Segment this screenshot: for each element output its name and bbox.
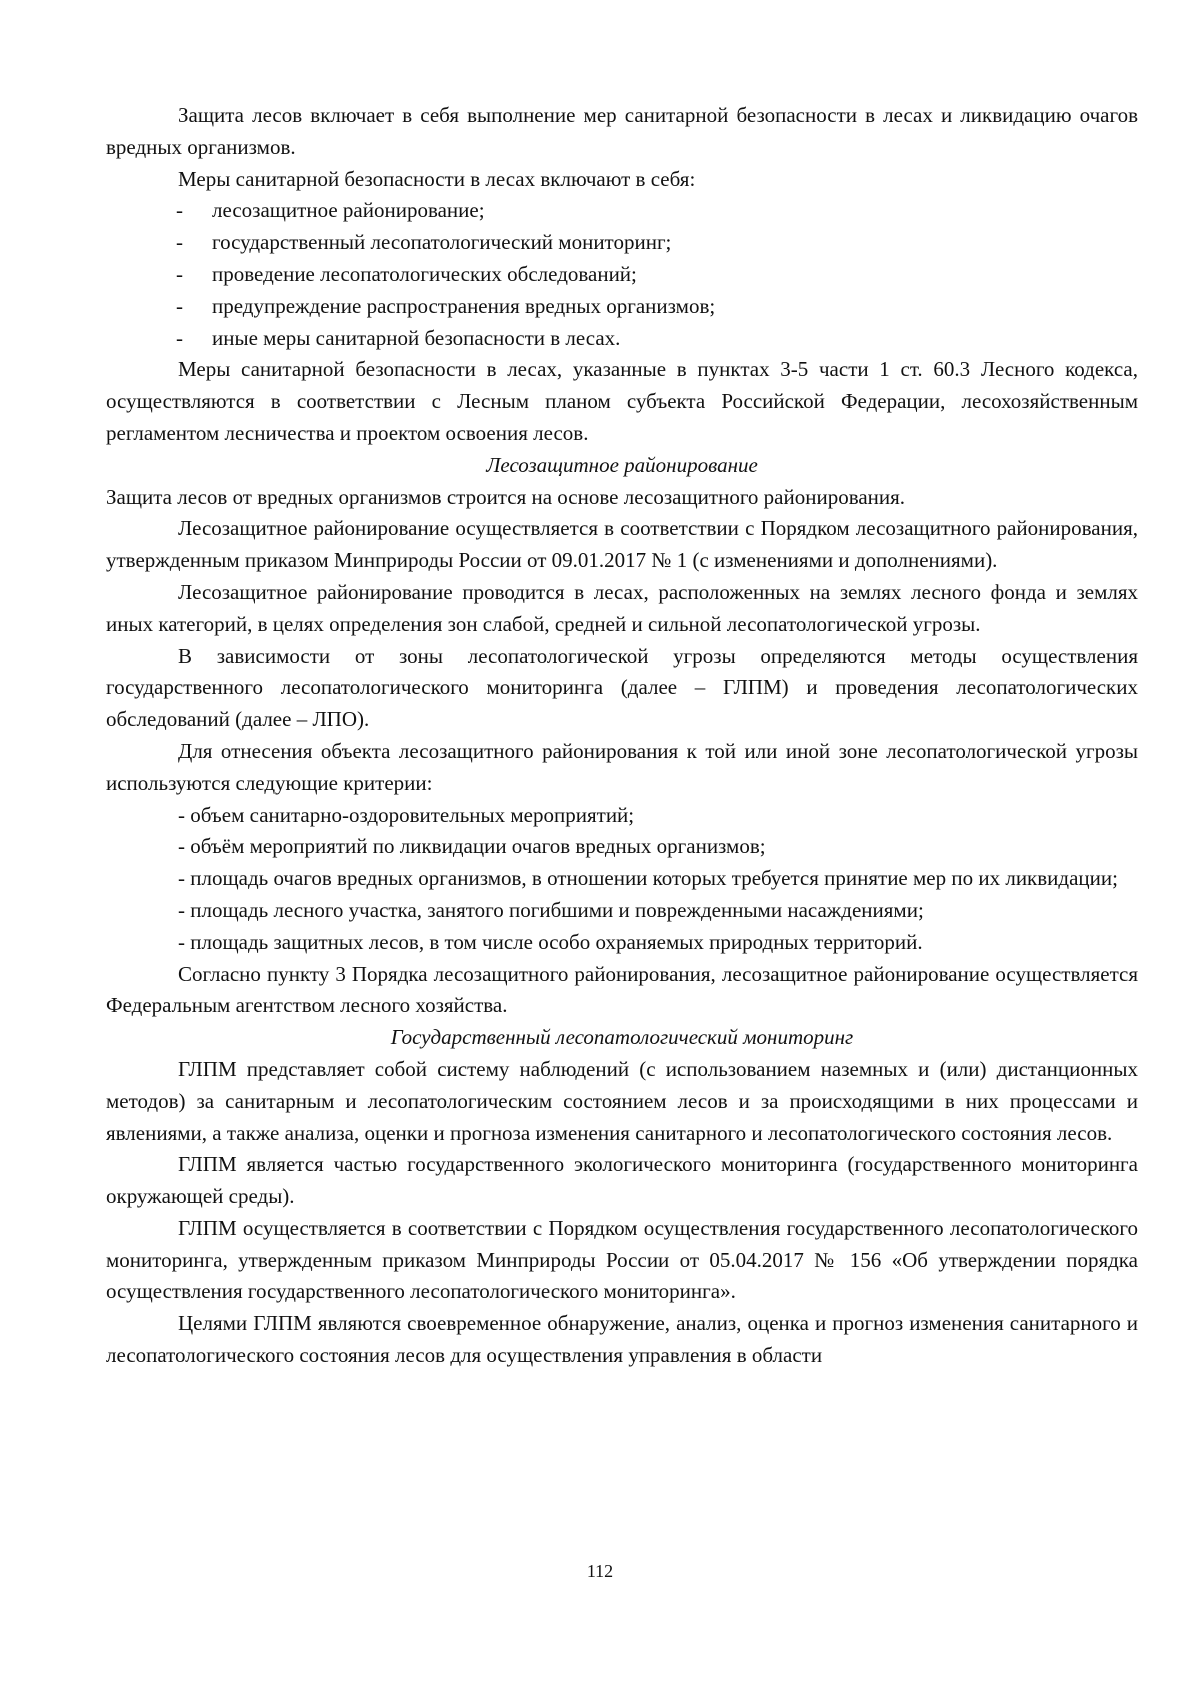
zoning-paragraph-5: Для отнесения объекта лесозащитного районирования к той или иной зоне лесопатологической угрозы используются следующие критерии: — [106, 738, 1138, 795]
list-dash: - — [176, 293, 183, 318]
section-heading-monitoring: Государственный лесопатологический мониторинг — [390, 1025, 854, 1050]
list-dash: - — [176, 325, 183, 350]
zoning-paragraph-6: Согласно пункту 3 Порядка лесозащитного районирования, лесозащитное районирование осуществляется Федеральным агентством лесного хозяйства. — [106, 961, 1138, 1018]
list-item-text: лесозащитное районирование; — [212, 198, 485, 223]
criteria-item: - площадь лесного участка, занятого погибшими и поврежденными насаждениями; — [178, 897, 924, 922]
list-item — [106, 291, 1138, 323]
list-item-text: предупреждение распространения вредных организмов; — [212, 293, 716, 318]
monitoring-paragraph-1: ГЛПМ представляет собой систему наблюдений (с использованием наземных и (или) дистанционных методов) за санитарным и лесопатологическим состоянием лесов и за происходящими в них процессами и явлениями, а также анализа, оценки и прогноза изменения санитарного и лесопатологического состояния лесов. — [106, 1056, 1138, 1145]
monitoring-paragraph-3: ГЛПМ осуществляется в соответствии с Порядком осуществления государственного лесопатологического мониторинга, утвержденным приказом Минприроды России от 05.04.2017 № 156 «Об утверждении порядка осуществления государственного лесопатологического мониторинга». — [106, 1215, 1138, 1304]
sanitary-measures-list — [106, 195, 1138, 354]
list-dash: - — [176, 198, 183, 223]
criteria-list — [106, 800, 1138, 959]
list-dash: - — [176, 230, 183, 255]
list-item-text: государственный лесопатологический мониторинг; — [212, 230, 672, 255]
zoning-paragraph-4: В зависимости от зоны лесопатологической угрозы определяются методы осуществления государственного лесопатологического мониторинга (далее – ГЛПМ) и проведения лесопатологических обследований (далее – ЛПО). — [106, 643, 1138, 732]
zoning-paragraph-2: Лесозащитное районирование осуществляется в соответствии с Порядком лесозащитного районирования, утвержденным приказом Минприроды России от 09.01.2017 № 1 (с изменениями и дополнениями). — [106, 516, 1138, 573]
zoning-paragraph-1: Защита лесов от вредных организмов строится на основе лесозащитного районирования. — [106, 484, 906, 509]
list-item-text: иные меры санитарной безопасности в лесах. — [212, 325, 621, 350]
intro-paragraph-3: Меры санитарной безопасности в лесах, указанные в пунктах 3-5 части 1 ст. 60.3 Лесного кодекса, осуществляются в соответствии с Лесным планом субъекта Российской Федерации, лесохозяйственным регламентом лесничества и проектом освоения лесов. — [106, 357, 1138, 445]
list-item-text: проведение лесопатологических обследований; — [212, 261, 637, 286]
intro-paragraph-1: Защита лесов включает в себя выполнение мер санитарной безопасности в лесах и ликвидацию очагов вредных организмов. — [106, 103, 1138, 159]
monitoring-paragraph-2: ГЛПМ является частью государственного экологического мониторинга (государственного мониторинга окружающей среды). — [106, 1152, 1138, 1209]
page-number: 112 — [586, 1561, 614, 1581]
list-item — [106, 259, 1138, 291]
intro-paragraph-2: Меры санитарной безопасности в лесах включают в себя: — [178, 166, 696, 191]
list-item — [106, 227, 1138, 259]
zoning-paragraph-3: Лесозащитное районирование проводится в лесах, расположенных на землях лесного фонда и землях иных категорий, в целях определения зон слабой, средней и сильной лесопатологической угрозы. — [106, 579, 1138, 636]
monitoring-paragraph-4: Целями ГЛПМ являются своевременное обнаружение, анализ, оценка и прогноз изменения санитарного и лесопатологического состояния лесов для осуществления управления в области — [106, 1311, 1138, 1368]
list-dash: - — [176, 261, 183, 286]
criteria-item: - площадь защитных лесов, в том числе особо охраняемых природных территорий. — [178, 929, 923, 954]
criteria-item: - площадь очагов вредных организмов, в отношении которых требуется принятие мер по их ликвидации; — [178, 866, 1118, 891]
criteria-item: - объём мероприятий по ликвидации очагов вредных организмов; — [178, 834, 766, 859]
list-item — [106, 195, 1138, 227]
list-item — [106, 323, 1138, 355]
criteria-item: - объем санитарно-оздоровительных мероприятий; — [178, 802, 635, 827]
section-heading-zoning: Лесозащитное районирование — [486, 452, 758, 477]
